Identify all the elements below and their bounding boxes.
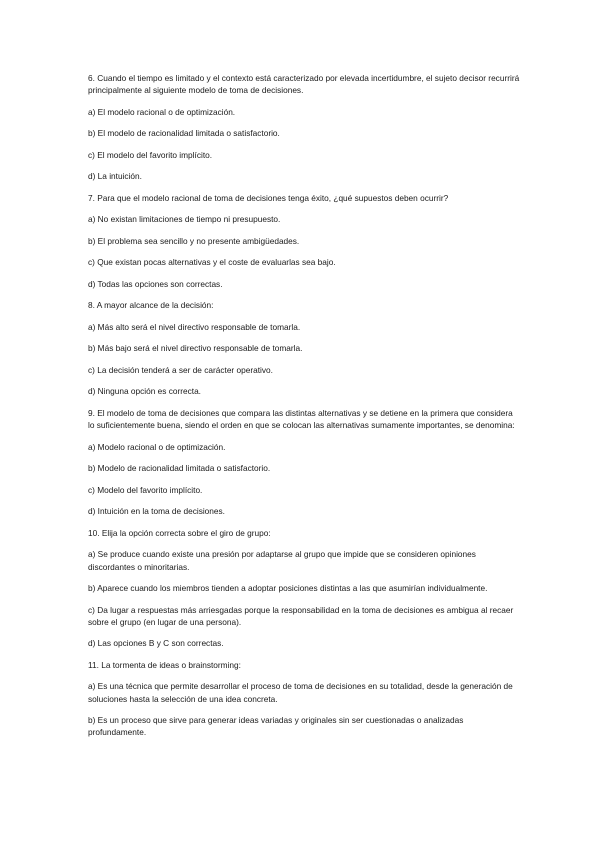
answer-option: d) La intuición. <box>88 171 142 182</box>
answer-option: b) Aparece cuando los miembros tienden a adoptar posiciones distintas a las que asumirían individualmente. <box>88 583 488 594</box>
question-text: 10. Elija la opción correcta sobre el giro de grupo: <box>88 527 271 538</box>
answer-option: a) El modelo racional o de optimización. <box>88 106 236 117</box>
answer-option: a) Más alto será el nivel directivo responsable de tomarla. <box>88 321 301 332</box>
question-text: 6. Cuando el tiempo es limitado y el contexto está caracterizado por elevada incertidumbre, el sujeto decisor recurrirá principalmente al siguiente modelo de toma de decisiones. <box>88 73 520 96</box>
answer-option: a) Se produce cuando existe una presión por adaptarse al grupo que impide que se consideren opiniones discordantes o minoritarias. <box>88 549 476 572</box>
question-text: 7. Para que el modelo racional de toma de decisiones tenga éxito, ¿qué supuestos deben ocurrir? <box>88 192 449 203</box>
answer-option: d) Las opciones B y C son correctas. <box>88 638 224 649</box>
document-page <box>88 72 520 748</box>
question-6 <box>88 72 520 96</box>
question-7 <box>88 192 520 204</box>
answer-option: d) Todas las opciones son correctas. <box>88 278 223 289</box>
question-text: 11. La tormenta de ideas o brainstorming: <box>88 659 241 670</box>
answer-option: c) Da lugar a respuestas más arriesgadas porque la responsabilidad en la toma de decisiones es ambigua al recaer sobre el grupo (en lugar de una persona). <box>88 604 514 627</box>
answer-option: b) Modelo de racionalidad limitada o satisfactorio. <box>88 463 271 474</box>
answer-option: b) El problema sea sencillo y no presente ambigüedades. <box>88 235 300 246</box>
answer-option: b) El modelo de racionalidad limitada o satisfactorio. <box>88 128 280 139</box>
question-text: 8. A mayor alcance de la decisión: <box>88 300 214 311</box>
answer-option: a) No existan limitaciones de tiempo ni presupuesto. <box>88 214 281 225</box>
answer-option: a) Es una técnica que permite desarrollar el proceso de toma de decisiones en su totalidad, desde la generación de soluciones hasta la selección de una idea concreta. <box>88 681 513 704</box>
question-9 <box>88 407 520 431</box>
answer-option: b) Es un proceso que sirve para generar ideas variadas y originales sin ser cuestionadas o analizadas profundamente. <box>88 715 464 738</box>
answer-option: a) Modelo racional o de optimización. <box>88 441 226 452</box>
answer-option: d) Intuición en la toma de decisiones. <box>88 506 225 517</box>
answer-option: b) Más bajo será el nivel directivo responsable de tomarla. <box>88 343 303 354</box>
answer-option: c) La decisión tenderá a ser de carácter operativo. <box>88 364 273 375</box>
answer-option: c) Modelo del favorito implícito. <box>88 484 203 495</box>
question-11 <box>88 659 520 671</box>
question-8 <box>88 299 520 311</box>
answer-option: d) Ninguna opción es correcta. <box>88 386 201 397</box>
question-text: 9. El modelo de toma de decisiones que compara las distintas alternativas y se detiene en la primera que considera lo suficientemente buena, siendo el orden en que se colocan las alternativas sumamente importantes, se denomina: <box>88 407 515 431</box>
answer-option: c) El modelo del favorito implícito. <box>88 149 213 160</box>
answer-option: c) Que existan pocas alternativas y el coste de evaluarlas sea bajo. <box>88 257 336 268</box>
question-10 <box>88 527 520 539</box>
